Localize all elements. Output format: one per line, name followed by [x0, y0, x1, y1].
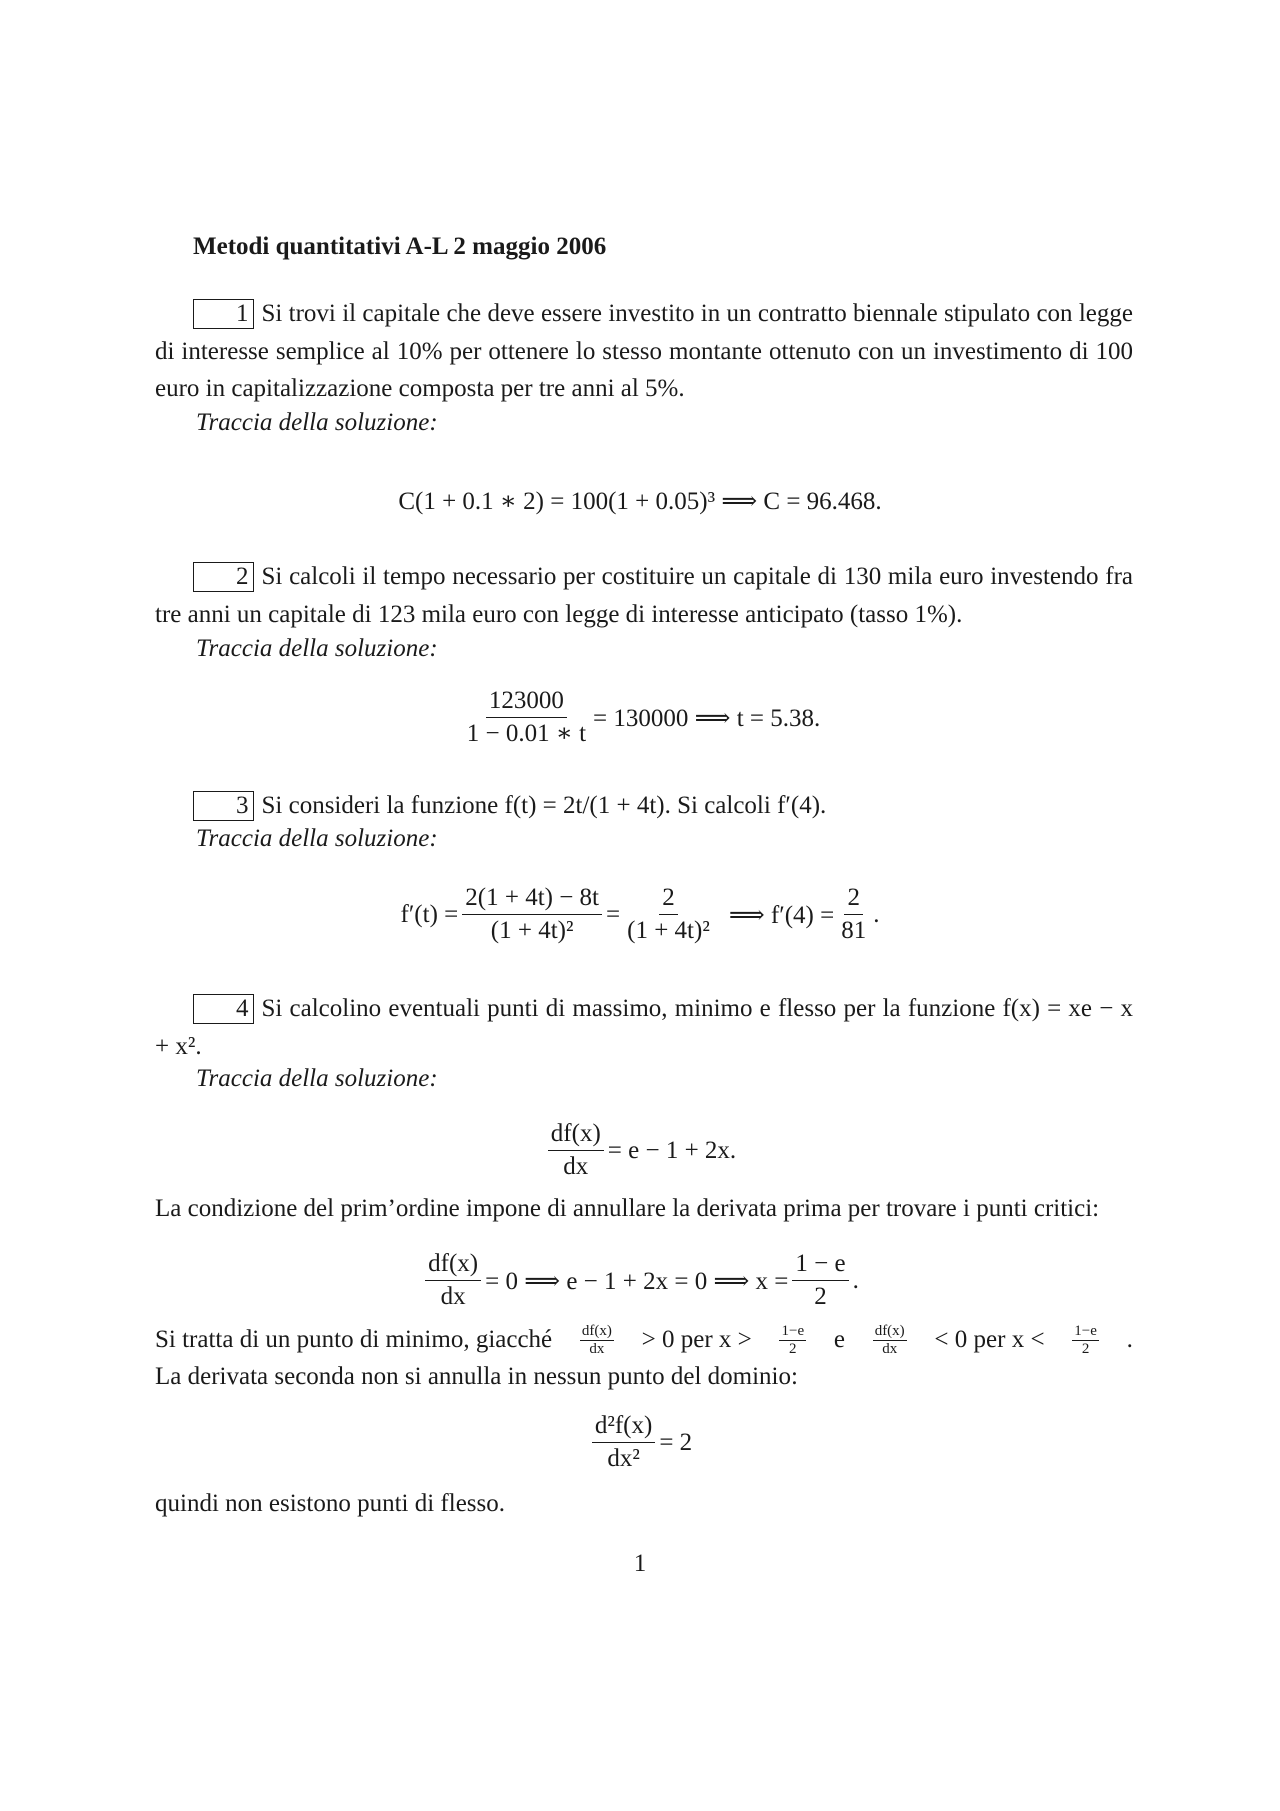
- problem-number-box: 2: [193, 562, 254, 592]
- fraction: $\frac{2}{81}$: [841, 884, 867, 944]
- solution-hint: Traccia della soluzione:: [196, 409, 438, 436]
- minimum-condition-line: Si tratta di un punto di minimo, giacché df(x) dx > 0 per x > 1−e 2 e df(x) dx < 0 per x < 1−e 2 .: [155, 1322, 1133, 1357]
- first-order-condition-text: La condizione del prim’ordine impone di annullare la derivata prima per trovare i punti critici:: [155, 1195, 1100, 1222]
- equation-4b: $\frac{df(x)}{dx}$ = 0 ⟹ e − 1 + 2x = 0 ⟹ x = $\frac{1 - e}{2}$ .: [0, 1248, 1280, 1313]
- conclusion-text: quindi non esistono punti di flesso.: [155, 1490, 505, 1517]
- equation-4a: $\frac{df(x)}{dx}$ = e − 1 + 2x.: [0, 1118, 1280, 1183]
- problem-number-box: 1: [193, 299, 254, 329]
- equation-1: C(1 + 0.1 ∗ 2) = 100(1 + 0.05)³ ⟹ C = 96.468.: [398, 488, 882, 515]
- fraction: $\frac{2}{\text{(1 + 4t)²}}$: [627, 884, 710, 944]
- equation-3: f′(t) = $\frac{2(1 + 4t) - 8t}{\text{(1 + 4t)²}}$ = $\frac{2}{\text{(1 + 4t)²}}$ ⟹ f′(4) = $\frac{2}{81}$ .: [0, 882, 1280, 947]
- small-fraction: df(x) dx: [874, 1322, 905, 1357]
- page-number: 1: [633, 1550, 647, 1577]
- problem-3-text: 3 Si consideri la funzione f(t) = 2t/(1 + 4t). Si calcoli f′(4).: [155, 787, 1133, 825]
- solution-hint: Traccia della soluzione:: [196, 1065, 438, 1092]
- problem-number-box: 4: [193, 994, 254, 1024]
- small-fraction: df(x) dx: [581, 1322, 612, 1357]
- problem-1-text: 1 Si trovi il capitale che deve essere investito in un contratto biennale stipulato con legge di interesse semplice al 10% per ottenere lo stesso montante ottenuto con un investimento di 100 euro in capitalizzazione composta per tre anni al 5%.: [155, 300, 1133, 402]
- equation-2: $\frac{123000}{1 - 0.01 ∗ t}$ = 130000 ⟹ t = 5.38.: [0, 685, 1280, 750]
- fraction: $\frac{\text{d²f(x)}}{\text{dx²}}$: [592, 1410, 655, 1475]
- problem-2-text: 2 Si calcoli il tempo necessario per costituire un capitale di 130 mila euro investendo fra tre anni un capitale di 123 mila euro con legge di interesse anticipato (tasso 1%).: [155, 563, 1133, 628]
- page-title: Metodi quantitativi A-L 2 maggio 2006: [193, 233, 607, 260]
- small-fraction: 1−e 2: [781, 1322, 805, 1357]
- small-fraction: 1−e 2: [1074, 1322, 1097, 1357]
- fraction: $\frac{df(x)}{dx}$: [548, 1118, 604, 1183]
- fraction: $\frac{df(x)}{dx}$: [425, 1248, 481, 1313]
- problem-4-text: 4 Si calcolino eventuali punti di massimo, minimo e flesso per la funzione f(x) = xe − x + x².: [155, 995, 1133, 1060]
- equation-4c: $\frac{\text{d²f(x)}}{\text{dx²}}$ = 2: [0, 1410, 1280, 1475]
- fraction: $\frac{1 - e}{2}$: [792, 1248, 848, 1313]
- fraction: $\frac{2(1 + 4t) - 8t}{\text{(1 + 4t)²}}$: [462, 882, 602, 947]
- fraction: $\frac{123000}{1 - 0.01 ∗ t}$: [466, 687, 587, 747]
- solution-hint: Traccia della soluzione:: [196, 635, 438, 662]
- solution-hint: Traccia della soluzione:: [196, 825, 438, 852]
- second-derivative-text: La derivata seconda non si annulla in nessun punto del dominio:: [155, 1363, 798, 1390]
- problem-number-box: 3: [193, 791, 254, 821]
